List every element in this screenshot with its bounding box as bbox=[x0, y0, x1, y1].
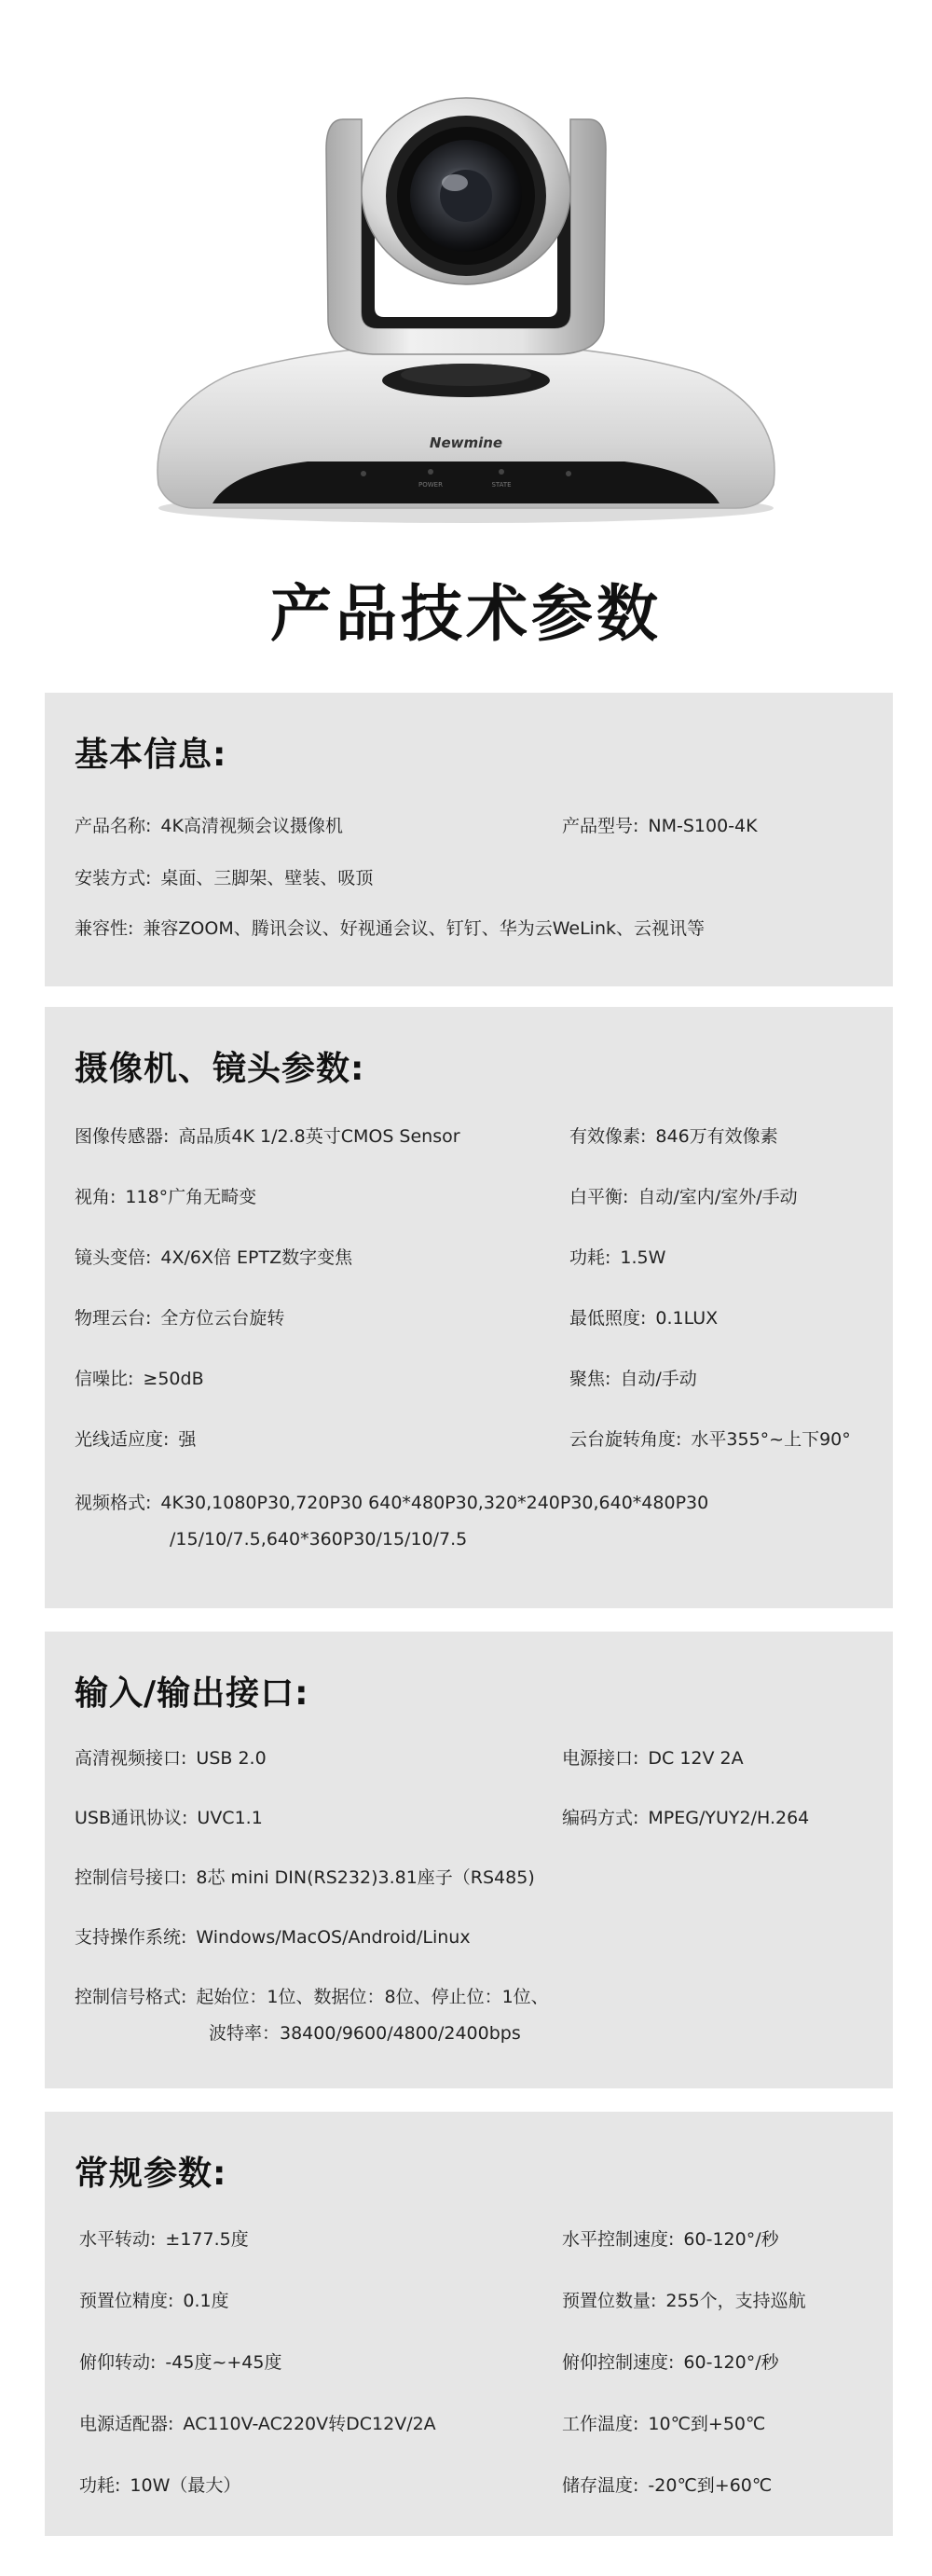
spec-label: 镜头变倍: bbox=[75, 1247, 152, 1268]
spec-value: 强 bbox=[178, 1429, 197, 1450]
spec-usb-protocol bbox=[75, 1800, 263, 1836]
spec-storage-temp bbox=[562, 2468, 772, 2503]
spec-value: 8芯 mini DIN(RS232)3.81座子（RS485) bbox=[196, 1867, 535, 1888]
spec-physical-ptz bbox=[75, 1301, 284, 1336]
spec-label: 光线适应度: bbox=[75, 1429, 170, 1450]
spec-value: 0.1LUX bbox=[655, 1308, 719, 1329]
state-indicator-label: STATE bbox=[491, 481, 512, 489]
spec-value: 起始位：1位、数据位：8位、停止位：1位、 bbox=[196, 1987, 549, 2007]
spec-value: -45度~+45度 bbox=[165, 2352, 282, 2373]
spec-min-illumination bbox=[569, 1301, 718, 1336]
spec-compatibility bbox=[75, 911, 705, 946]
spec-value: 自动/手动 bbox=[620, 1369, 697, 1389]
spec-value: AC110V-AC220V转DC12V/2A bbox=[183, 2414, 436, 2434]
spec-value: ±177.5度 bbox=[165, 2229, 249, 2250]
spec-value: 4K30,1080P30,720P30 640*480P30,320*240P30,640*480P30 bbox=[160, 1493, 709, 1513]
spec-lens-zoom bbox=[75, 1240, 352, 1275]
spec-value: 60-120°/秒 bbox=[683, 2352, 779, 2373]
spec-label: 兼容性: bbox=[75, 918, 134, 939]
spec-value: 0.1度 bbox=[183, 2291, 229, 2311]
spec-label: 控制信号格式: bbox=[75, 1987, 187, 2007]
camera-lens-panel bbox=[45, 1007, 893, 1608]
spec-value: 自动/室内/室外/手动 bbox=[637, 1187, 798, 1207]
spec-label: 功耗: bbox=[79, 2475, 121, 2496]
spec-label: 图像传感器: bbox=[75, 1126, 170, 1147]
spec-value: Windows/MacOS/Android/Linux bbox=[196, 1927, 471, 1948]
spec-label: 水平转动: bbox=[79, 2229, 157, 2250]
spec-value: NM-S100-4K bbox=[648, 816, 758, 836]
spec-value: USB 2.0 bbox=[196, 1748, 267, 1769]
spec-preset-accuracy bbox=[79, 2283, 229, 2319]
spec-effective-pixels bbox=[569, 1119, 778, 1154]
spec-label: 视频格式: bbox=[75, 1493, 152, 1513]
spec-horizontal-rotation bbox=[79, 2222, 249, 2257]
spec-label: 支持操作系统: bbox=[75, 1927, 187, 1948]
spec-control-interface bbox=[75, 1860, 535, 1895]
spec-label: 白平衡: bbox=[569, 1187, 629, 1207]
spec-label: 聚焦: bbox=[569, 1369, 611, 1389]
spec-value: 255个，支持巡航 bbox=[665, 2291, 806, 2311]
io-heading: 输入/输出接口: bbox=[75, 1674, 309, 1713]
spec-ptz-rotation bbox=[569, 1422, 851, 1457]
spec-label: 高清视频接口: bbox=[75, 1748, 187, 1769]
spec-label: 俯仰控制速度: bbox=[562, 2352, 675, 2373]
spec-value: 10℃到+50℃ bbox=[648, 2414, 766, 2434]
spec-label: 水平控制速度: bbox=[562, 2229, 675, 2250]
spec-focus bbox=[569, 1361, 697, 1397]
spec-install-method bbox=[75, 861, 373, 896]
spec-light-adaptability bbox=[75, 1422, 196, 1457]
spec-video-format bbox=[75, 1485, 708, 1521]
spec-value: 兼容ZOOM、腾讯会议、好视通会议、钉钉、华为云WeLink、云视讯等 bbox=[143, 918, 705, 939]
spec-label: 功耗: bbox=[569, 1247, 611, 1268]
spec-tilt-rotation bbox=[79, 2345, 281, 2380]
spec-label: 最低照度: bbox=[569, 1308, 647, 1329]
spec-value: UVC1.1 bbox=[197, 1808, 263, 1828]
spec-power-interface bbox=[562, 1741, 744, 1776]
spec-value: 桌面、三脚架、壁装、吸顶 bbox=[160, 868, 374, 889]
spec-value: ≥50dB bbox=[143, 1369, 204, 1389]
spec-label: 俯仰转动: bbox=[79, 2352, 157, 2373]
spec-value: MPEG/YUY2/H.264 bbox=[648, 1808, 810, 1828]
spec-label: 信噪比: bbox=[75, 1369, 134, 1389]
general-heading: 常规参数: bbox=[75, 2155, 227, 2193]
camera-product-image bbox=[0, 0, 932, 550]
spec-power-adapter bbox=[79, 2406, 436, 2442]
spec-value: 10W（最大） bbox=[130, 2475, 241, 2496]
spec-label: 物理云台: bbox=[75, 1308, 152, 1329]
page-title: 产品技术参数 bbox=[270, 578, 662, 650]
brand-logo: Newmine bbox=[429, 434, 503, 451]
spec-max-power bbox=[79, 2468, 240, 2503]
spec-tilt-speed bbox=[562, 2345, 779, 2380]
spec-white-balance bbox=[569, 1179, 798, 1215]
basic-info-heading: 基本信息: bbox=[75, 736, 227, 774]
power-indicator-label: POWER bbox=[418, 481, 443, 489]
spec-operating-temp bbox=[562, 2406, 765, 2442]
spec-encoding bbox=[562, 1800, 809, 1836]
spec-value: 高品质4K 1/2.8英寸CMOS Sensor bbox=[178, 1126, 460, 1147]
camera-illustration bbox=[0, 0, 932, 550]
spec-label: 视角: bbox=[75, 1187, 116, 1207]
spec-value: 118°广角无畸变 bbox=[125, 1187, 257, 1207]
spec-supported-os bbox=[75, 1920, 471, 1955]
spec-control-format bbox=[75, 1979, 549, 2015]
io-panel bbox=[45, 1632, 893, 2088]
spec-image-sensor bbox=[75, 1119, 460, 1154]
spec-label: 储存温度: bbox=[562, 2475, 639, 2496]
spec-value: DC 12V 2A bbox=[648, 1748, 744, 1769]
basic-info-panel bbox=[45, 693, 893, 986]
spec-horizontal-speed bbox=[562, 2222, 779, 2257]
spec-label: 电源适配器: bbox=[79, 2414, 174, 2434]
spec-value: 4K高清视频会议摄像机 bbox=[160, 816, 343, 836]
general-panel bbox=[45, 2112, 893, 2536]
spec-label: USB通讯协议: bbox=[75, 1808, 188, 1828]
spec-label: 产品型号: bbox=[562, 816, 639, 836]
spec-hd-video-interface bbox=[75, 1741, 267, 1776]
spec-value: 全方位云台旋转 bbox=[160, 1308, 285, 1329]
spec-snr bbox=[75, 1361, 204, 1397]
camera-lens-heading: 摄像机、镜头参数: bbox=[75, 1050, 365, 1088]
spec-product-name bbox=[75, 808, 343, 844]
spec-field-of-view bbox=[75, 1179, 256, 1215]
spec-label: 安装方式: bbox=[75, 868, 152, 889]
spec-value: 水平355°~上下90° bbox=[691, 1429, 851, 1450]
spec-label: 有效像素: bbox=[569, 1126, 647, 1147]
spec-product-model bbox=[562, 808, 758, 844]
spec-label: 预置位精度: bbox=[79, 2291, 174, 2311]
spec-label: 电源接口: bbox=[562, 1748, 639, 1769]
spec-label: 预置位数量: bbox=[562, 2291, 657, 2311]
spec-label: 编码方式: bbox=[562, 1808, 639, 1828]
spec-power-consumption bbox=[569, 1240, 665, 1275]
spec-value: -20℃到+60℃ bbox=[648, 2475, 773, 2496]
spec-label: 产品名称: bbox=[75, 816, 152, 836]
spec-control-format-cont: 波特率：38400/9600/4800/2400bps bbox=[209, 2023, 521, 2044]
spec-value: 1.5W bbox=[620, 1247, 666, 1268]
spec-value: 4X/6X倍 EPTZ数字变焦 bbox=[160, 1247, 353, 1268]
spec-label: 控制信号接口: bbox=[75, 1867, 187, 1888]
spec-preset-count bbox=[562, 2283, 806, 2319]
spec-value: 846万有效像素 bbox=[655, 1126, 778, 1147]
spec-value: 60-120°/秒 bbox=[683, 2229, 779, 2250]
spec-video-format-cont: /15/10/7.5,640*360P30/15/10/7.5 bbox=[170, 1529, 468, 1550]
spec-label: 云台旋转角度: bbox=[569, 1429, 682, 1450]
spec-label: 工作温度: bbox=[562, 2414, 639, 2434]
